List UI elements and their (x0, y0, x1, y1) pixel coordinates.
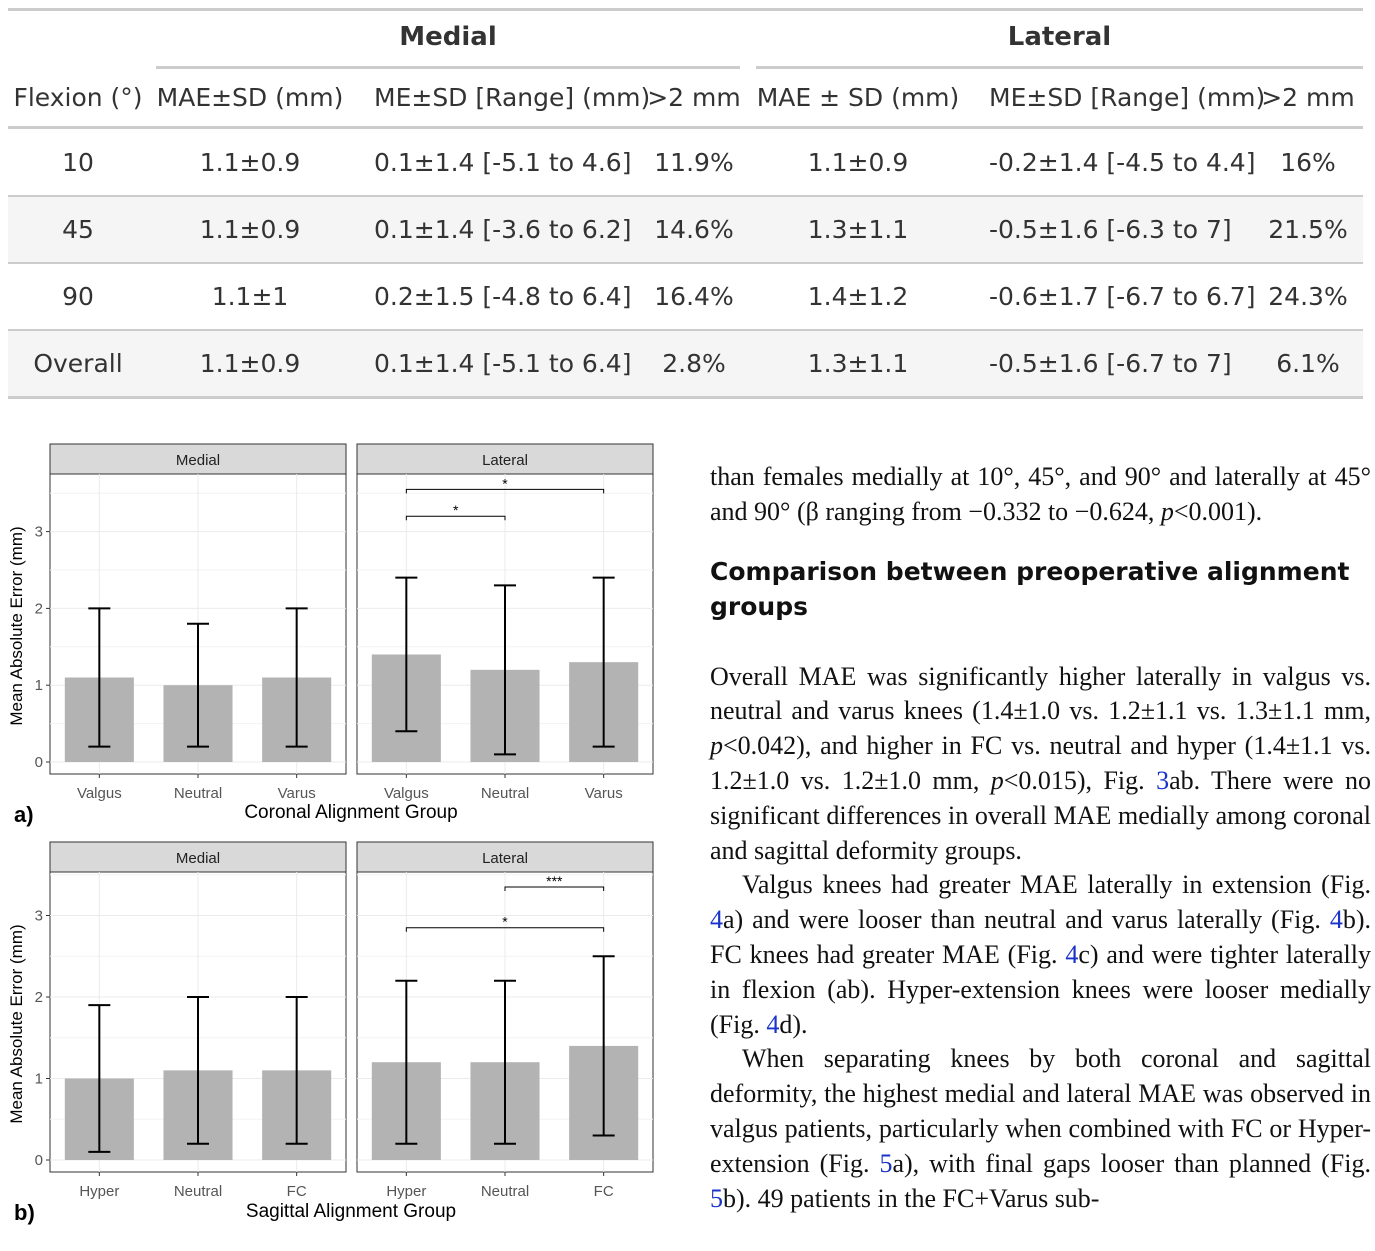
table-cell: 1.1±0.9 (199, 148, 301, 177)
table-cell: 16% (1280, 148, 1336, 177)
table-cell: Overall (33, 349, 123, 378)
table-cell: 1.3±1.1 (807, 349, 909, 378)
fig4d-link[interactable]: 4 (766, 1009, 780, 1039)
row-rule (8, 396, 1363, 399)
table-cell: 1.4±1.2 (807, 282, 909, 311)
table-cell: 10 (62, 148, 94, 177)
fig5a-link[interactable]: 5 (879, 1148, 893, 1178)
y-tick-label: 0 (34, 754, 43, 771)
column-header-6: >2 mm (1261, 83, 1355, 112)
table-cell: -0.5±1.6 [-6.7 to 7] (989, 349, 1232, 378)
table-cell: 14.6% (654, 215, 734, 244)
y-axis-title: Mean Absolute Error (mm) (7, 526, 26, 726)
x-tick-label: Neutral (173, 785, 223, 802)
medial-underline (156, 66, 740, 69)
table-cell: 1.3±1.1 (807, 215, 909, 244)
x-tick-label: Varus (584, 785, 623, 802)
panel-label: a) (14, 802, 34, 827)
table-cell: -0.6±1.7 [-6.7 to 6.7] (989, 282, 1256, 311)
fig3-link[interactable]: 3 (1156, 765, 1170, 795)
table-cell: -0.2±1.4 [-4.5 to 4.4] (989, 148, 1256, 177)
x-tick-label: Neutral (173, 1183, 223, 1200)
significance-label: * (452, 502, 459, 519)
table-cell: 16.4% (654, 282, 734, 311)
column-header-3: >2 mm (647, 83, 741, 112)
table-top-rule (8, 8, 1363, 11)
significance-label: * (502, 475, 508, 492)
x-tick-label: Valgus (383, 785, 429, 802)
facet-label: Medial (175, 452, 221, 469)
x-tick-label: FC (286, 1183, 307, 1200)
table-cell: 11.9% (654, 148, 734, 177)
table-cell: 1.1±0.9 (199, 215, 301, 244)
paragraph-4: When separating knees by both coronal and sagittal deformity, the highest medial and lateral MAE was observed in valgus patients, particularly when combined with FC or Hyper-extension (Fig. 5a), with final gaps looser than planned (Fig. 5b). 49 patients in the FC+Varus sub- (710, 1044, 1371, 1213)
x-axis-title: Coronal Alignment Group (244, 802, 458, 823)
x-tick-label: Valgus (76, 785, 122, 802)
table-cell: 45 (62, 215, 94, 244)
x-tick-label: Neutral (480, 1183, 530, 1200)
table-cell: 0.2±1.5 [-4.8 to 6.4] (374, 282, 632, 311)
table-cell: 0.1±1.4 [-5.1 to 4.6] (374, 148, 632, 177)
fig4b-link[interactable]: 4 (1329, 905, 1343, 935)
body-text (710, 460, 1371, 1216)
significance-label: * (502, 913, 508, 930)
significance-label: *** (546, 872, 563, 889)
y-tick-label: 2 (34, 600, 43, 618)
table-cell: -0.5±1.6 [-6.3 to 7] (989, 215, 1232, 244)
fig4a-link[interactable]: 4 (710, 905, 723, 935)
paragraph-1: than females medially at 10°, 45°, and 90° and laterally at 45° and 90° (β ranging from −0.332 to −0.624, p<0.001). (710, 462, 1371, 526)
table-cell: 21.5% (1268, 215, 1348, 244)
fig4c-link[interactable]: 4 (1065, 939, 1079, 969)
table-cell: 0.1±1.4 [-3.6 to 6.2] (374, 215, 632, 244)
table-cell: 1.1±0.9 (199, 349, 301, 378)
table-cell: 6.1% (1276, 349, 1340, 378)
results-table (8, 0, 1363, 400)
x-tick-label: Hyper (79, 1183, 120, 1200)
fig5b-link[interactable]: 5 (710, 1183, 723, 1213)
x-axis-title: Sagittal Alignment Group (245, 1201, 457, 1222)
y-tick-label: 2 (34, 989, 43, 1006)
lateral-underline (756, 66, 1363, 69)
table-cell: 24.3% (1268, 282, 1348, 311)
paragraph-2: Overall MAE was significantly higher laterally in valgus vs. neutral and varus knees (1.4±1.0 vs. 1.2±1.1 vs. 1.3±1.1 mm, p<0.042), and higher in FC vs. neutral and hyper (1.4±1.1 vs. 1.2±1.0 vs. 1.2±1.0 mm, p<0.015), Fig. 3ab. There were no significant differences in overall MAE medially among coronal and sagittal deformity groups. (710, 661, 1371, 865)
table-cell: 90 (62, 282, 94, 311)
y-tick-label: 0 (34, 1152, 43, 1169)
table-cell: 0.1±1.4 [-5.1 to 6.4] (374, 349, 632, 378)
y-axis-title: Mean Absolute Error (mm) (7, 924, 26, 1124)
facet-label: Lateral (482, 850, 528, 867)
group-header-lateral: Lateral (1007, 22, 1112, 52)
y-tick-label: 3 (34, 907, 43, 925)
y-tick-label: 1 (34, 1070, 43, 1088)
y-tick-label: 1 (34, 677, 43, 695)
facet-label: Medial (175, 850, 221, 867)
x-tick-label: Hyper (386, 1183, 427, 1200)
table-cell: 1.1±1 (211, 282, 289, 311)
column-header-4: MAE ± SD (mm) (756, 83, 960, 112)
panel-label: b) (14, 1200, 35, 1225)
column-header-2: ME±SD [Range] (mm) (374, 83, 651, 112)
header-rule (8, 126, 1363, 129)
table-cell: 2.8% (662, 349, 726, 378)
x-tick-label: Neutral (480, 785, 530, 802)
column-header-5: ME±SD [Range] (mm) (989, 83, 1266, 112)
column-header-0: Flexion (°) (13, 83, 143, 112)
facet-label: Lateral (482, 452, 528, 469)
paragraph-3: Valgus knees had greater MAE laterally in extension (Fig. 4a) and were looser than neutral and varus laterally (Fig. 4b). FC knees had greater MAE (Fig. 4c) and were tighter laterally in flexion (ab). Hyper-extension knees were looser medially (Fig. 4d). (710, 870, 1371, 1039)
group-header-medial: Medial (399, 22, 497, 52)
x-tick-label: Varus (277, 785, 316, 802)
section-heading: Comparison between preoperative alignment groups (710, 556, 1350, 621)
table-cell: 1.1±0.9 (807, 148, 909, 177)
figure-3 (0, 430, 680, 1251)
y-tick-label: 3 (34, 523, 43, 541)
column-header-1: MAE±SD (mm) (156, 83, 344, 112)
x-tick-label: FC (593, 1183, 614, 1200)
